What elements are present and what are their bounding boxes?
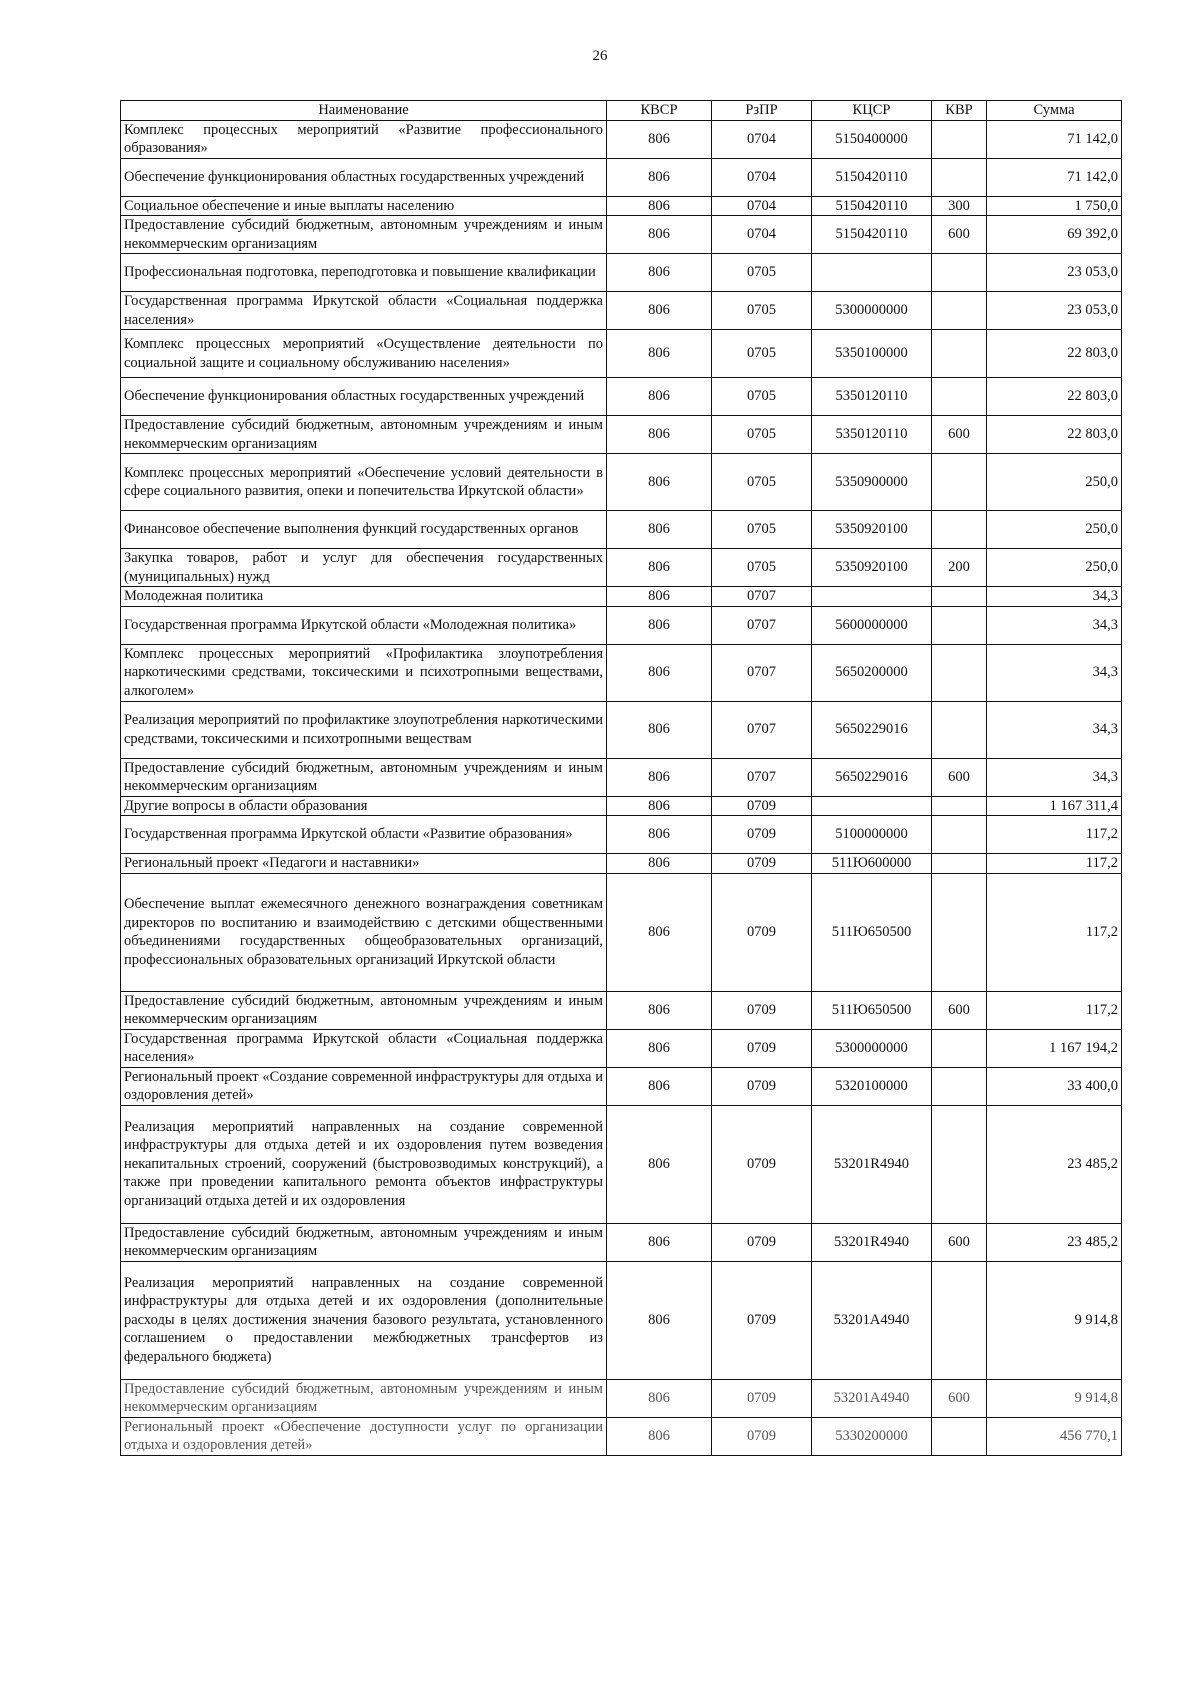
row-kcsr: 5350900000	[812, 454, 932, 511]
row-sum: 22 803,0	[987, 330, 1122, 378]
row-kvsr: 806	[607, 991, 712, 1029]
row-kvsr: 806	[607, 1261, 712, 1379]
table-header	[121, 101, 1122, 121]
row-name: Комплекс процессных мероприятий «Развитие профессионального образования»	[121, 120, 607, 158]
row-sum: 22 803,0	[987, 416, 1122, 454]
row-sum: 250,0	[987, 511, 1122, 549]
row-name: Государственная программа Иркутской области «Молодежная политика»	[121, 606, 607, 644]
table-row	[121, 511, 1122, 549]
row-kvr	[932, 873, 987, 991]
row-kcsr: 5100000000	[812, 816, 932, 854]
row-kcsr: 5350120110	[812, 416, 932, 454]
row-name: Реализация мероприятий направленных на создание современной инфраструктуры для отдыха детей и их оздоровления путем возведения некапитальных строений, сооружений (быстровозводимых конструкций), а также при проведении капитального ремонта объектов инфраструктуры организаций отдыха детей и их оздоровления	[121, 1105, 607, 1223]
table-row	[121, 758, 1122, 796]
row-kvsr: 806	[607, 511, 712, 549]
row-kvsr: 806	[607, 1223, 712, 1261]
table-row	[121, 1029, 1122, 1067]
row-rzpr: 0709	[712, 816, 812, 854]
row-kvsr: 806	[607, 216, 712, 254]
row-kvr	[932, 120, 987, 158]
row-kvr: 200	[932, 549, 987, 587]
row-sum: 9 914,8	[987, 1379, 1122, 1417]
row-kvr	[932, 378, 987, 416]
row-sum: 34,3	[987, 606, 1122, 644]
row-kcsr: 53201A4940	[812, 1261, 932, 1379]
row-sum: 117,2	[987, 816, 1122, 854]
row-name: Комплекс процессных мероприятий «Обеспечение условий деятельности в сфере социального развития, опеки и попечительства Иркутской области»	[121, 454, 607, 511]
row-rzpr: 0709	[712, 1067, 812, 1105]
row-kcsr	[812, 254, 932, 292]
row-sum: 23 485,2	[987, 1223, 1122, 1261]
budget-table	[120, 100, 1122, 1456]
row-name: Предоставление субсидий бюджетным, автономным учреждениям и иным некоммерческим организациям	[121, 758, 607, 796]
row-rzpr: 0704	[712, 196, 812, 216]
table-row	[121, 991, 1122, 1029]
row-kcsr: 5350100000	[812, 330, 932, 378]
row-rzpr: 0705	[712, 416, 812, 454]
table-row	[121, 158, 1122, 196]
row-sum: 33 400,0	[987, 1067, 1122, 1105]
row-kvsr: 806	[607, 330, 712, 378]
row-rzpr: 0705	[712, 378, 812, 416]
row-kcsr: 5150400000	[812, 120, 932, 158]
row-rzpr: 0707	[712, 701, 812, 758]
row-kvsr: 806	[607, 1105, 712, 1223]
row-kvr	[932, 796, 987, 816]
row-name: Государственная программа Иркутской области «Социальная поддержка населения»	[121, 1029, 607, 1067]
table-row	[121, 873, 1122, 991]
row-rzpr: 0705	[712, 549, 812, 587]
row-kcsr: 53201A4940	[812, 1379, 932, 1417]
row-kcsr: 5650200000	[812, 644, 932, 701]
row-name: Реализация мероприятий по профилактике злоупотребления наркотическими средствами, токсическими и психотропными веществам	[121, 701, 607, 758]
row-rzpr: 0709	[712, 1379, 812, 1417]
table-body	[121, 120, 1122, 1455]
row-name: Предоставление субсидий бюджетным, автономным учреждениям и иным некоммерческим организациям	[121, 1223, 607, 1261]
row-kvsr: 806	[607, 854, 712, 874]
row-kcsr: 5650229016	[812, 758, 932, 796]
row-rzpr: 0709	[712, 1029, 812, 1067]
header-rzpr: РзПР	[712, 101, 812, 121]
row-kvsr: 806	[607, 758, 712, 796]
row-kvr: 600	[932, 991, 987, 1029]
row-rzpr: 0709	[712, 1105, 812, 1223]
table-row	[121, 587, 1122, 607]
row-kvr	[932, 1417, 987, 1455]
row-kvsr: 806	[607, 873, 712, 991]
row-name: Предоставление субсидий бюджетным, автономным учреждениям и иным некоммерческим организациям	[121, 216, 607, 254]
table-row	[121, 796, 1122, 816]
row-kvr	[932, 1067, 987, 1105]
row-kcsr: 5300000000	[812, 1029, 932, 1067]
row-name: Профессиональная подготовка, переподготовка и повышение квалификации	[121, 254, 607, 292]
row-kvr: 300	[932, 196, 987, 216]
table-row	[121, 378, 1122, 416]
row-kcsr: 5650229016	[812, 701, 932, 758]
row-rzpr: 0709	[712, 1223, 812, 1261]
row-rzpr: 0705	[712, 292, 812, 330]
row-kvsr: 806	[607, 1379, 712, 1417]
row-kvr	[932, 606, 987, 644]
row-kvsr: 806	[607, 1067, 712, 1105]
row-kvsr: 806	[607, 120, 712, 158]
row-sum: 23 053,0	[987, 254, 1122, 292]
row-kvsr: 806	[607, 158, 712, 196]
row-kvsr: 806	[607, 816, 712, 854]
row-kcsr: 511Ю650500	[812, 873, 932, 991]
row-kvsr: 806	[607, 549, 712, 587]
row-rzpr: 0709	[712, 873, 812, 991]
header-sum: Сумма	[987, 101, 1122, 121]
row-rzpr: 0709	[712, 854, 812, 874]
table-row	[121, 1067, 1122, 1105]
row-kvr	[932, 1105, 987, 1223]
row-kvr	[932, 816, 987, 854]
row-kcsr: 5350120110	[812, 378, 932, 416]
row-kvsr: 806	[607, 606, 712, 644]
table-row	[121, 854, 1122, 874]
row-kvr	[932, 1261, 987, 1379]
row-rzpr: 0705	[712, 254, 812, 292]
row-sum: 250,0	[987, 454, 1122, 511]
row-name: Обеспечение функционирования областных государственных учреждений	[121, 158, 607, 196]
row-name: Предоставление субсидий бюджетным, автономным учреждениям и иным некоммерческим организациям	[121, 416, 607, 454]
row-kcsr: 5330200000	[812, 1417, 932, 1455]
row-kvsr: 806	[607, 1029, 712, 1067]
table-row	[121, 549, 1122, 587]
row-kvr: 600	[932, 758, 987, 796]
row-rzpr: 0707	[712, 606, 812, 644]
row-name: Предоставление субсидий бюджетным, автономным учреждениям и иным некоммерческим организациям	[121, 1379, 607, 1417]
table-row	[121, 254, 1122, 292]
table-row	[121, 216, 1122, 254]
row-sum: 117,2	[987, 873, 1122, 991]
row-kvr	[932, 644, 987, 701]
row-name: Обеспечение функционирования областных государственных учреждений	[121, 378, 607, 416]
row-name: Комплекс процессных мероприятий «Осуществление деятельности по социальной защите и социальному обслуживанию населения»	[121, 330, 607, 378]
row-sum: 117,2	[987, 854, 1122, 874]
row-sum: 1 750,0	[987, 196, 1122, 216]
row-kcsr: 53201R4940	[812, 1223, 932, 1261]
row-kcsr: 5350920100	[812, 511, 932, 549]
page-number: 26	[592, 48, 608, 64]
row-kvr: 600	[932, 1223, 987, 1261]
header-kcsr: КЦСР	[812, 101, 932, 121]
row-kcsr: 5320100000	[812, 1067, 932, 1105]
row-kvsr: 806	[607, 196, 712, 216]
row-name: Реализация мероприятий направленных на создание современной инфраструктуры для отдыха детей и их оздоровления (дополнительные расходы в целях достижения значения базового результата, установленного соглашением о предоставлении межбюджетных трансфертов из федерального бюджета)	[121, 1261, 607, 1379]
row-kcsr: 511Ю650500	[812, 991, 932, 1029]
table-row	[121, 1223, 1122, 1261]
row-rzpr: 0709	[712, 1417, 812, 1455]
table-row	[121, 1105, 1122, 1223]
row-kvr	[932, 854, 987, 874]
row-rzpr: 0704	[712, 120, 812, 158]
row-kvsr: 806	[607, 254, 712, 292]
row-sum: 71 142,0	[987, 158, 1122, 196]
header-row	[121, 101, 1122, 121]
header-name: Наименование	[121, 101, 607, 121]
row-sum: 250,0	[987, 549, 1122, 587]
table-row	[121, 1261, 1122, 1379]
row-kvsr: 806	[607, 1417, 712, 1455]
table-row	[121, 330, 1122, 378]
row-kvr	[932, 158, 987, 196]
row-kvr: 600	[932, 216, 987, 254]
row-sum: 23 485,2	[987, 1105, 1122, 1223]
row-name: Обеспечение выплат ежемесячного денежного вознаграждения советникам директоров по воспитанию и взаимодействию с детскими общественными объединениями государственных общеобразовательных организаций, профессиональных образовательных организаций Иркутской области	[121, 873, 607, 991]
row-name: Социальное обеспечение и иные выплаты населению	[121, 196, 607, 216]
row-kvsr: 806	[607, 378, 712, 416]
table-row	[121, 416, 1122, 454]
row-kvr	[932, 1029, 987, 1067]
row-name: Закупка товаров, работ и услуг для обеспечения государственных (муниципальных) нужд	[121, 549, 607, 587]
table-row	[121, 1379, 1122, 1417]
row-rzpr: 0709	[712, 1261, 812, 1379]
row-sum: 1 167 311,4	[987, 796, 1122, 816]
row-kvsr: 806	[607, 587, 712, 607]
row-rzpr: 0705	[712, 511, 812, 549]
table-row	[121, 292, 1122, 330]
row-name: Комплекс процессных мероприятий «Профилактика злоупотребления наркотическими средствами, токсическими и психотропными веществами, алкоголем»	[121, 644, 607, 701]
table-row	[121, 454, 1122, 511]
row-kvr	[932, 292, 987, 330]
row-rzpr: 0707	[712, 758, 812, 796]
table-row	[121, 606, 1122, 644]
header-kvsr: КВСР	[607, 101, 712, 121]
row-kcsr	[812, 796, 932, 816]
row-sum: 23 053,0	[987, 292, 1122, 330]
table-row	[121, 816, 1122, 854]
row-kvr	[932, 254, 987, 292]
row-sum: 1 167 194,2	[987, 1029, 1122, 1067]
row-rzpr: 0704	[712, 158, 812, 196]
row-name: Региональный проект «Педагоги и наставники»	[121, 854, 607, 874]
row-kcsr	[812, 587, 932, 607]
row-name: Молодежная политика	[121, 587, 607, 607]
row-kvsr: 806	[607, 292, 712, 330]
table-row	[121, 196, 1122, 216]
row-kcsr: 5150420110	[812, 196, 932, 216]
row-sum: 34,3	[987, 587, 1122, 607]
row-kvr	[932, 511, 987, 549]
row-kcsr: 5150420110	[812, 158, 932, 196]
row-kvsr: 806	[607, 796, 712, 816]
row-name: Государственная программа Иркутской области «Социальная поддержка населения»	[121, 292, 607, 330]
row-name: Финансовое обеспечение выполнения функций государственных органов	[121, 511, 607, 549]
row-kvsr: 806	[607, 454, 712, 511]
row-name: Государственная программа Иркутской области «Развитие образования»	[121, 816, 607, 854]
row-kvr	[932, 701, 987, 758]
row-kcsr: 53201R4940	[812, 1105, 932, 1223]
row-kcsr: 5350920100	[812, 549, 932, 587]
row-rzpr: 0705	[712, 330, 812, 378]
row-kvsr: 806	[607, 416, 712, 454]
row-name: Предоставление субсидий бюджетным, автономным учреждениям и иным некоммерческим организациям	[121, 991, 607, 1029]
row-sum: 34,3	[987, 701, 1122, 758]
row-kvr	[932, 587, 987, 607]
row-rzpr: 0709	[712, 991, 812, 1029]
row-sum: 71 142,0	[987, 120, 1122, 158]
row-sum: 456 770,1	[987, 1417, 1122, 1455]
row-kcsr: 5600000000	[812, 606, 932, 644]
row-kcsr: 511Ю600000	[812, 854, 932, 874]
row-rzpr: 0705	[712, 454, 812, 511]
row-sum: 34,3	[987, 644, 1122, 701]
row-sum: 117,2	[987, 991, 1122, 1029]
row-rzpr: 0704	[712, 216, 812, 254]
table-row	[121, 120, 1122, 158]
row-name: Региональный проект «Создание современной инфраструктуры для отдыха и оздоровления детей»	[121, 1067, 607, 1105]
row-kvr: 600	[932, 416, 987, 454]
row-sum: 34,3	[987, 758, 1122, 796]
row-kcsr: 5150420110	[812, 216, 932, 254]
row-name: Другие вопросы в области образования	[121, 796, 607, 816]
row-kvsr: 806	[607, 644, 712, 701]
row-sum: 69 392,0	[987, 216, 1122, 254]
table-row	[121, 644, 1122, 701]
row-rzpr: 0707	[712, 587, 812, 607]
table-row	[121, 701, 1122, 758]
row-kvr	[932, 330, 987, 378]
row-name: Региональный проект «Обеспечение доступности услуг по организации отдыха и оздоровления детей»	[121, 1417, 607, 1455]
row-kvr: 600	[932, 1379, 987, 1417]
header-kvr: КВР	[932, 101, 987, 121]
row-kvr	[932, 454, 987, 511]
row-kvsr: 806	[607, 701, 712, 758]
row-rzpr: 0709	[712, 796, 812, 816]
row-sum: 22 803,0	[987, 378, 1122, 416]
row-kcsr: 5300000000	[812, 292, 932, 330]
table-row	[121, 1417, 1122, 1455]
row-rzpr: 0707	[712, 644, 812, 701]
row-sum: 9 914,8	[987, 1261, 1122, 1379]
